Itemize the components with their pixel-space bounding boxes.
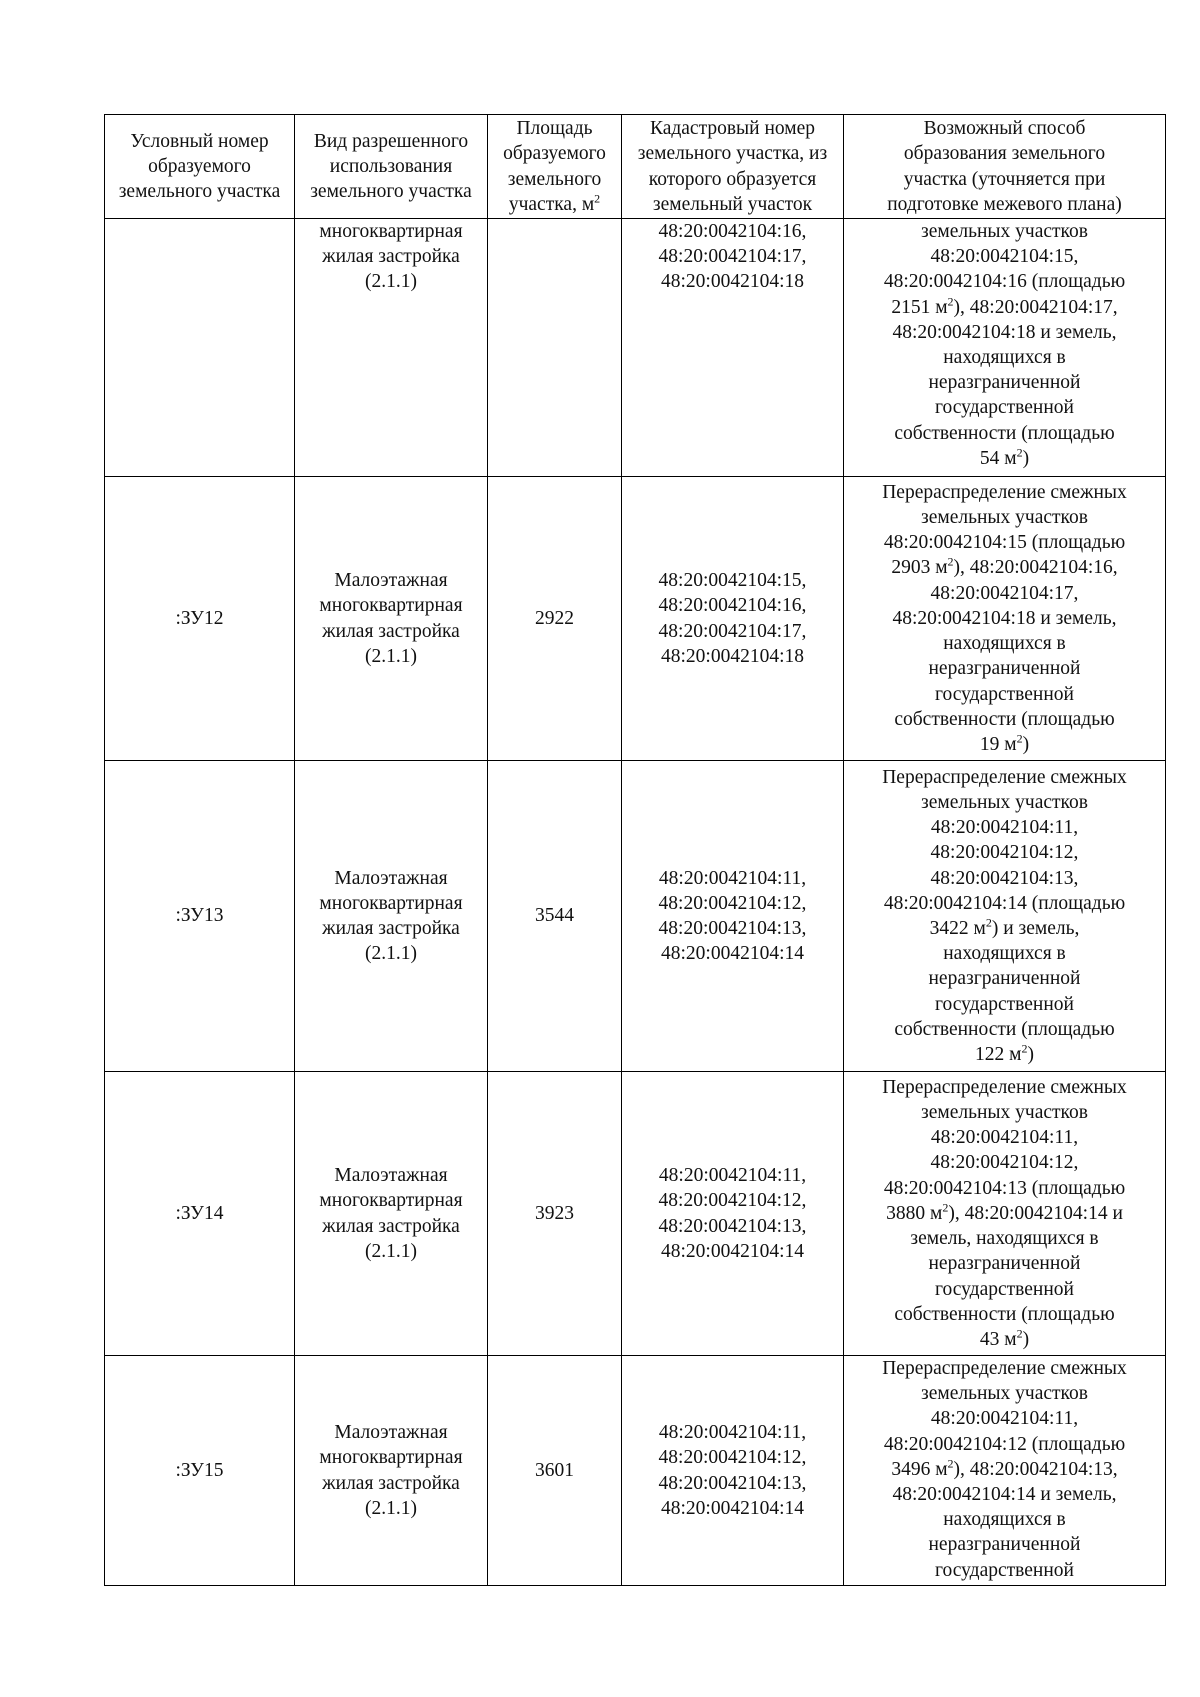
cell-formation-method: Перераспределение смежных земельных участков 48:20:0042104:11, 48:20:0042104:12 (площадью 3496 $м^2$), 48:20:0042104:13, 48:20:0042104:14 и земель, находящихся в неразграниченной государственной (844, 1356, 1166, 1586)
cell-plot-number: :ЗУ14 (105, 1072, 295, 1356)
header-plot-number: Условный номер образуемого земельного участка (105, 115, 295, 219)
cell-area (488, 219, 622, 477)
cell-area: 3923 (488, 1072, 622, 1356)
cell-permitted-use: Малоэтажная многоквартирная жилая застройка (2.1.1) (295, 1356, 488, 1586)
cell-cadastral-number: 48:20:0042104:11, 48:20:0042104:12, 48:20:0042104:13, 48:20:0042104:14 (622, 1356, 844, 1586)
header-cadastral-number: Кадастровый номер земельного участка, из которого образуется земельный участок (622, 115, 844, 219)
table-row (105, 1072, 1166, 1356)
cell-permitted-use: Малоэтажная многоквартирная жилая застройка (2.1.1) (295, 477, 488, 761)
cell-formation-method: земельных участков 48:20:0042104:15, 48:20:0042104:16 (площадью 2151 $м^2$), 48:20:0042104:17, 48:20:0042104:18 и земель, находящихся в неразграниченной государственной собственности (площадью 54 $м^2$) (844, 219, 1166, 477)
cell-area: 3544 (488, 761, 622, 1072)
cell-plot-number: :ЗУ12 (105, 477, 295, 761)
header-formation-method: Возможный способ образования земельного участка (уточняется при подготовке межевого плана) (844, 115, 1166, 219)
cell-cadastral-number: 48:20:0042104:11, 48:20:0042104:12, 48:20:0042104:13, 48:20:0042104:14 (622, 761, 844, 1072)
cell-permitted-use: многоквартирная жилая застройка (2.1.1) (295, 219, 488, 477)
cell-plot-number (105, 219, 295, 477)
table-header-row (105, 115, 1166, 219)
cell-cadastral-number: 48:20:0042104:16, 48:20:0042104:17, 48:20:0042104:18 (622, 219, 844, 477)
cell-plot-number: :ЗУ13 (105, 761, 295, 1072)
land-plots-table (104, 114, 1166, 1586)
cell-cadastral-number: 48:20:0042104:15, 48:20:0042104:16, 48:20:0042104:17, 48:20:0042104:18 (622, 477, 844, 761)
cell-area: 2922 (488, 477, 622, 761)
table-row (105, 1356, 1166, 1586)
cell-cadastral-number: 48:20:0042104:11, 48:20:0042104:12, 48:20:0042104:13, 48:20:0042104:14 (622, 1072, 844, 1356)
table-row (105, 761, 1166, 1072)
cell-permitted-use: Малоэтажная многоквартирная жилая застройка (2.1.1) (295, 761, 488, 1072)
cell-plot-number: :ЗУ15 (105, 1356, 295, 1586)
table-row (105, 477, 1166, 761)
header-area: Площадь образуемого земельного участка, $м^2$ (488, 115, 622, 219)
header-permitted-use: Вид разрешенного использования земельного участка (295, 115, 488, 219)
cell-formation-method: Перераспределение смежных земельных участков 48:20:0042104:11, 48:20:0042104:12, 48:20:0042104:13 (площадью 3880 $м^2$), 48:20:0042104:14 и земель, находящихся в неразграниченной государственной собственности (площадью 43 $м^2$) (844, 1072, 1166, 1356)
cell-permitted-use: Малоэтажная многоквартирная жилая застройка (2.1.1) (295, 1072, 488, 1356)
cell-area: 3601 (488, 1356, 622, 1586)
cell-formation-method: Перераспределение смежных земельных участков 48:20:0042104:11, 48:20:0042104:12, 48:20:0042104:13, 48:20:0042104:14 (площадью 3422 $м^2$) и земель, находящихся в неразграниченной государственной собственности (площадью 122 $м^2$) (844, 761, 1166, 1072)
cell-formation-method: Перераспределение смежных земельных участков 48:20:0042104:15 (площадью 2903 $м^2$), 48:20:0042104:16, 48:20:0042104:17, 48:20:0042104:18 и земель, находящихся в неразграниченной государственной собственности (площадью 19 $м^2$) (844, 477, 1166, 761)
table-row (105, 219, 1166, 477)
